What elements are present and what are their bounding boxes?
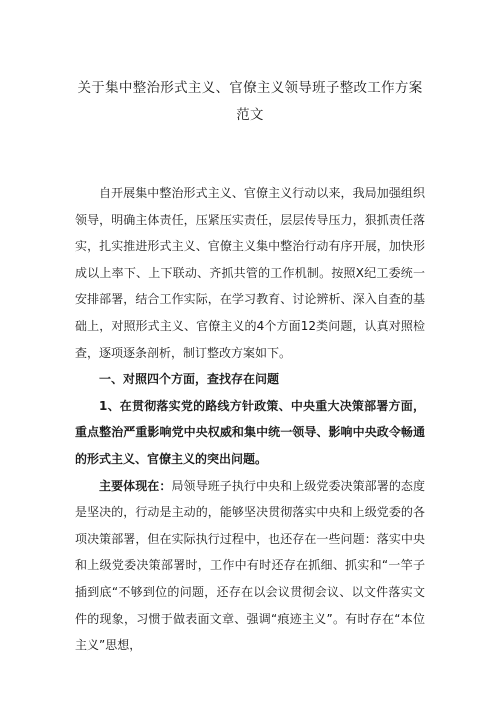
document-title-continuation: 范文 <box>236 107 264 123</box>
intro-paragraph: 自开展集中整治形式主义、官僚主义行动以来，我局加强组织领导，明确主体责任，压紧压实责任，层层传导压力，狠抓责任落实，扎实推进形式主义、官僚主义集中整治行动有序开展，加快形成以上率下、上下联动、齐抓共管的工作机制。按照X纪工委统一安排部署，结合工作实际，在学习教育、讨论辨析、深入自查的基础上，对照形式主义、官僚主义的4个方面12类问题，认真对照检查，逐项逐条剖析，制订整改方案如下。 <box>75 186 425 360</box>
finding-text: 局领导班子执行中央和上级党委决策部署的态度是坚决的，行动是主动的，能够坚决贯彻落实中央和上级党委的各项决策部署，但在实际执行过程中，也还存在一些问题：落实中央和上级党委决策部署时，工作中有时还存在抓细、抓实和“一竿子插到底“不够到位的问题，还存在以会议贯彻会议、以文件落实文件的现象，习惯于做表面文章、强调“痕迹主义”。有时存在“本位主义”思想， <box>75 478 425 653</box>
item-heading: 1、在贯彻落实党的路线方针政策、中央重大决策部署方面，重点整治严重影响党中央权威和集中统一领导、影响中央政令畅通的形式主义、官僚主义的突出问题。 <box>75 398 425 466</box>
section-heading: 一、对照四个方面，查找存在问题 <box>99 372 280 387</box>
document-body <box>75 180 425 659</box>
finding-label: 主要体现在： <box>99 478 172 493</box>
document-title: 关于集中整治形式主义、官僚主义领导班子整改工作方案 <box>77 80 423 96</box>
finding-paragraph <box>75 473 425 659</box>
